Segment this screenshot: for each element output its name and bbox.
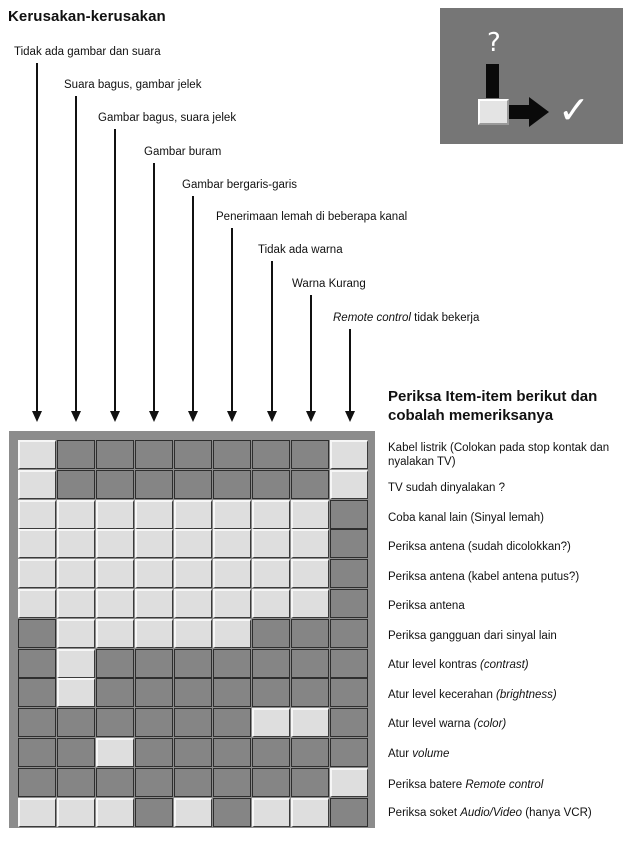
matrix-cell: [291, 440, 329, 469]
matrix-cell-checked: [57, 649, 95, 678]
matrix-cell: [174, 440, 212, 469]
matrix-cell: [135, 678, 173, 707]
arrow-down-icon: [345, 411, 355, 422]
symptom-label-text: Gambar bergaris-garis: [182, 179, 298, 191]
check-label-italic: (brightness): [496, 689, 557, 701]
matrix-cell-checked: [213, 559, 251, 588]
matrix-cell-checked: [213, 500, 251, 529]
matrix-cell: [174, 708, 212, 737]
matrix-cell-checked: [96, 738, 134, 767]
matrix-cell: [330, 529, 368, 558]
matrix-cell: [135, 708, 173, 737]
matrix-cell-checked: [174, 500, 212, 529]
matrix-cell-checked: [291, 589, 329, 618]
check-label: [388, 717, 630, 731]
matrix-cell-checked: [57, 798, 95, 827]
matrix-cell: [96, 649, 134, 678]
matrix-cell-checked: [252, 589, 290, 618]
check-label-italic: Audio/Video: [460, 807, 523, 819]
symptom-label: [144, 146, 221, 158]
symptom-label: [14, 46, 161, 58]
check-label-italic: volume: [412, 748, 450, 760]
matrix-cell-checked: [57, 589, 95, 618]
troubleshoot-matrix: [9, 431, 375, 828]
matrix-cell-checked: [174, 559, 212, 588]
matrix-cell: [135, 470, 173, 499]
check-label-text: Atur: [388, 748, 413, 760]
matrix-cell: [330, 500, 368, 529]
matrix-cell: [96, 440, 134, 469]
arrow-down-icon: [110, 411, 120, 422]
matrix-cell-checked: [18, 559, 56, 588]
check-label-text: Periksa soket: [388, 807, 461, 819]
matrix-cell-checked: [213, 529, 251, 558]
matrix-cell: [57, 768, 95, 797]
check-label-text: Atur level kontras: [388, 659, 481, 671]
matrix-cell: [213, 470, 251, 499]
matrix-cell: [57, 470, 95, 499]
matrix-cell-checked: [174, 619, 212, 648]
check-label: [388, 688, 630, 702]
matrix-cell-checked: [174, 798, 212, 827]
matrix-cell-checked: [252, 559, 290, 588]
arrow-down-icon: [306, 411, 316, 422]
check-label-text: Periksa gangguan dari sinyal lain: [388, 630, 557, 642]
page-title: Kerusakan-kerusakan: [8, 8, 166, 25]
symptom-label: [258, 244, 343, 256]
matrix-cell-checked: [96, 619, 134, 648]
matrix-cell: [174, 470, 212, 499]
check-label: [388, 747, 630, 761]
matrix-cell-checked: [213, 589, 251, 618]
arrow-line: [192, 196, 194, 412]
matrix-cell: [174, 678, 212, 707]
matrix-cell-checked: [291, 559, 329, 588]
matrix-cell: [252, 649, 290, 678]
arrow-line: [153, 163, 155, 412]
symptom-label: [333, 312, 479, 324]
check-label: [388, 806, 630, 820]
matrix-cell: [96, 470, 134, 499]
matrix-cell: [174, 768, 212, 797]
check-label-italic: (contrast): [480, 659, 529, 671]
check-label-text: Periksa batere: [388, 779, 466, 791]
matrix-cell: [18, 738, 56, 767]
matrix-cell-checked: [330, 440, 368, 469]
symptom-label-italic: Remote control: [333, 312, 411, 324]
matrix-cell: [135, 768, 173, 797]
symptom-label: [292, 278, 366, 290]
matrix-cell: [18, 768, 56, 797]
matrix-cell-checked: [252, 529, 290, 558]
matrix-cell: [291, 470, 329, 499]
check-label: [388, 658, 630, 672]
matrix-cell-checked: [291, 500, 329, 529]
arrow-line: [75, 96, 77, 412]
check-label: [388, 599, 630, 613]
matrix-cell-checked: [291, 708, 329, 737]
check-label: [388, 570, 630, 584]
matrix-cell: [57, 708, 95, 737]
matrix-cell: [18, 678, 56, 707]
matrix-cell-checked: [57, 500, 95, 529]
matrix-cell: [57, 738, 95, 767]
matrix-cell: [291, 768, 329, 797]
checkmark-icon: ✓: [558, 88, 590, 132]
check-label-text: Kabel listrik (Colokan pada stop kontak dan nyalakan TV): [388, 442, 610, 468]
matrix-cell: [18, 619, 56, 648]
matrix-cell: [213, 708, 251, 737]
matrix-cell: [291, 678, 329, 707]
matrix-cell-checked: [135, 500, 173, 529]
matrix-cell: [330, 589, 368, 618]
arrow-down-icon: [227, 411, 237, 422]
check-label: [388, 511, 630, 525]
check-label: [388, 441, 630, 469]
arrow-right-icon: [529, 97, 549, 127]
matrix-cell: [252, 470, 290, 499]
matrix-cell: [291, 649, 329, 678]
symptom-label-text: Suara bagus, gambar jelek: [64, 79, 202, 91]
arrow-line: [36, 63, 38, 412]
matrix-cell: [174, 738, 212, 767]
matrix-cell: [213, 798, 251, 827]
symptom-label: [98, 112, 236, 124]
matrix-cell-checked: [18, 440, 56, 469]
arrow-down-icon: [149, 411, 159, 422]
matrix-cell-checked: [252, 500, 290, 529]
matrix-cell-checked: [96, 589, 134, 618]
arrow-shaft-icon: [509, 105, 530, 119]
arrow-down-icon: [267, 411, 277, 422]
symptom-label: [216, 211, 407, 223]
matrix-cell: [213, 768, 251, 797]
matrix-cell-checked: [18, 500, 56, 529]
matrix-cell: [252, 619, 290, 648]
check-label-text: Periksa antena: [388, 600, 465, 612]
check-label-text: Periksa antena (kabel antena putus?): [388, 571, 580, 583]
matrix-cell: [252, 678, 290, 707]
matrix-cell-checked: [135, 589, 173, 618]
matrix-cell-checked: [291, 529, 329, 558]
matrix-cell-checked: [96, 559, 134, 588]
matrix-cell-checked: [96, 798, 134, 827]
symptom-label-text: tidak bekerja: [410, 312, 480, 324]
matrix-cell-checked: [135, 559, 173, 588]
matrix-cell-checked: [174, 529, 212, 558]
symptom-label: [64, 79, 201, 91]
matrix-cell: [330, 649, 368, 678]
matrix-cell: [135, 440, 173, 469]
matrix-cell-checked: [18, 470, 56, 499]
matrix-cell-checked: [135, 529, 173, 558]
check-label-italic: Remote control: [465, 779, 544, 791]
symptom-label-text: Penerimaan lemah di beberapa kanal: [216, 211, 408, 223]
matrix-cell-checked: [18, 798, 56, 827]
matrix-cell-checked: [291, 798, 329, 827]
matrix-cell-checked: [57, 619, 95, 648]
arrow-line: [231, 228, 233, 412]
matrix-cell: [96, 678, 134, 707]
matrix-cell: [96, 768, 134, 797]
check-label: [388, 481, 630, 495]
matrix-cell-checked: [18, 529, 56, 558]
matrix-cell: [57, 440, 95, 469]
matrix-cell-checked: [330, 470, 368, 499]
matrix-cell-checked: [57, 529, 95, 558]
matrix-cell: [96, 708, 134, 737]
matrix-cell: [330, 678, 368, 707]
matrix-cell: [213, 678, 251, 707]
button-square-icon: [478, 99, 509, 125]
check-label: [388, 629, 630, 643]
matrix-cell: [330, 619, 368, 648]
matrix-cell-checked: [252, 708, 290, 737]
matrix-cell: [18, 708, 56, 737]
matrix-cell-checked: [135, 619, 173, 648]
matrix-cell-checked: [57, 678, 95, 707]
matrix-cell-checked: [330, 768, 368, 797]
check-label-text: TV sudah dinyalakan ?: [388, 482, 505, 494]
check-label-suffix: (hanya VCR): [522, 807, 592, 819]
check-label-italic: (color): [473, 718, 507, 730]
symptom-label: [182, 179, 297, 191]
check-label: [388, 540, 630, 554]
matrix-cell: [135, 798, 173, 827]
matrix-cell: [330, 798, 368, 827]
arrow-down-icon: [188, 411, 198, 422]
matrix-cell-checked: [213, 619, 251, 648]
matrix-cell-checked: [174, 589, 212, 618]
check-label-text: Atur level warna: [388, 718, 474, 730]
matrix-cell-checked: [57, 559, 95, 588]
arrow-stem-icon: [486, 64, 499, 98]
arrow-line: [114, 129, 116, 412]
matrix-cell-checked: [18, 589, 56, 618]
check-label-text: Coba kanal lain (Sinyal lemah): [388, 512, 544, 524]
symptom-label-text: Tidak ada gambar dan suara: [14, 46, 161, 58]
matrix-cell: [213, 440, 251, 469]
check-label-text: Periksa antena (sudah dicolokkan?): [388, 541, 571, 553]
arrow-down-icon: [71, 411, 81, 422]
matrix-cell: [252, 440, 290, 469]
matrix-cell: [18, 649, 56, 678]
matrix-cell: [330, 708, 368, 737]
matrix-cell: [252, 768, 290, 797]
arrow-line: [310, 295, 312, 412]
matrix-cell: [135, 738, 173, 767]
checks-heading: Periksa Item-item berikut dan cobalah memeriksanya: [388, 388, 598, 424]
arrow-down-icon: [32, 411, 42, 422]
matrix-cell: [213, 738, 251, 767]
question-mark-icon: ?: [487, 28, 501, 58]
matrix-cell: [330, 738, 368, 767]
matrix-cell: [174, 649, 212, 678]
arrow-line: [349, 329, 351, 412]
matrix-cell-checked: [96, 529, 134, 558]
matrix-cell: [291, 738, 329, 767]
matrix-cell-checked: [96, 500, 134, 529]
matrix-cell-checked: [252, 798, 290, 827]
symptom-label-text: Tidak ada warna: [258, 244, 343, 256]
symptom-label-text: Warna Kurang: [292, 278, 366, 290]
symptom-label-text: Gambar bagus, suara jelek: [98, 112, 237, 124]
matrix-cell: [135, 649, 173, 678]
arrow-line: [271, 261, 273, 412]
symptom-label-text: Gambar buram: [144, 146, 222, 158]
matrix-cell: [213, 649, 251, 678]
matrix-cell: [252, 738, 290, 767]
check-label-text: Atur level kecerahan: [388, 689, 497, 701]
matrix-cell: [330, 559, 368, 588]
troubleshoot-icon: [440, 8, 623, 144]
matrix-cell: [291, 619, 329, 648]
check-label: [388, 778, 630, 792]
